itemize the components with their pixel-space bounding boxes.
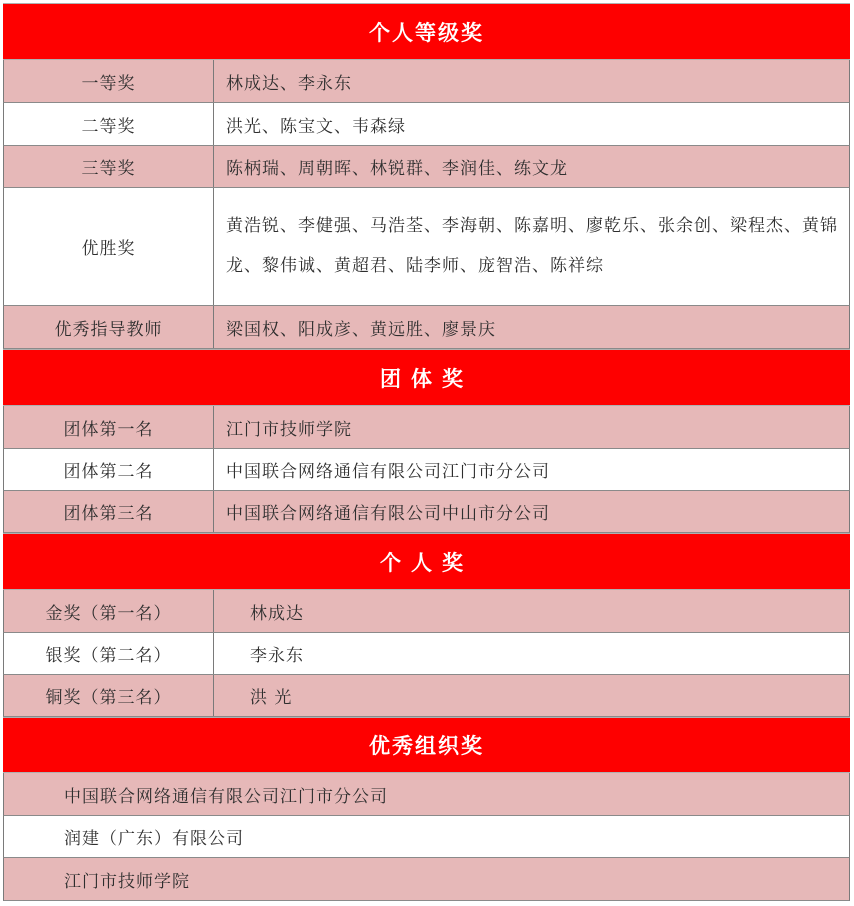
section-header-organization: 优秀组织奖 [3, 717, 850, 773]
award-label: 铜奖（第三名） [4, 675, 214, 716]
table-row [3, 306, 850, 349]
award-label: 优秀指导教师 [4, 306, 214, 348]
organization-name: 江门市技师学院 [64, 871, 190, 892]
award-label: 优胜奖 [4, 188, 214, 305]
award-winners: 林成达 [250, 603, 304, 624]
award-winners: 江门市技师学院 [226, 419, 352, 440]
award-label: 金奖（第一名） [4, 590, 214, 632]
award-label: 一等奖 [4, 60, 214, 102]
award-winners: 洪光、陈宝文、韦森绿 [226, 116, 406, 137]
award-label: 二等奖 [4, 103, 214, 145]
award-label: 银奖（第二名） [4, 633, 214, 674]
award-label: 三等奖 [4, 146, 214, 187]
table-row [3, 449, 850, 491]
table-row [3, 858, 850, 901]
table-row [3, 633, 850, 675]
section-header-individual-grade: 个人等级奖 [3, 3, 850, 60]
award-winners: 李永东 [250, 646, 304, 666]
table-row [3, 60, 850, 103]
award-label: 团体第一名 [4, 406, 214, 448]
table-row [3, 491, 850, 533]
award-winners: 黄浩锐、李健强、马浩荃、李海朝、陈嘉明、廖乾乐、张余创、梁程杰、黄锦龙、黎伟诚、黄超君、陆李师、庞智浩、陈祥综 [226, 216, 838, 276]
award-winners: 陈柄瑞、周朝晖、林锐群、李润佳、练文龙 [226, 159, 568, 179]
table-row [3, 675, 850, 717]
section-header-team: 团体奖 [3, 349, 850, 406]
table-row [3, 146, 850, 188]
award-winners: 中国联合网络通信有限公司江门市分公司 [226, 462, 550, 482]
organization-name: 润建（广东）有限公司 [64, 829, 244, 849]
award-winners: 中国联合网络通信有限公司中山市分公司 [226, 504, 550, 524]
organization-name: 中国联合网络通信有限公司江门市分公司 [64, 786, 388, 807]
award-label: 团体第三名 [4, 491, 214, 532]
table-row [3, 103, 850, 146]
section-header-individual: 个人奖 [3, 533, 850, 590]
award-winners: 林成达、李永东 [226, 73, 352, 94]
table-row [3, 590, 850, 633]
awards-table [3, 3, 850, 901]
award-winners: 梁国权、阳成彦、黄远胜、廖景庆 [226, 319, 496, 340]
table-row [3, 406, 850, 449]
table-row [3, 816, 850, 858]
table-row [3, 773, 850, 816]
table-row [3, 188, 850, 306]
award-label: 团体第二名 [4, 449, 214, 490]
award-winners: 洪 光 [250, 688, 293, 708]
